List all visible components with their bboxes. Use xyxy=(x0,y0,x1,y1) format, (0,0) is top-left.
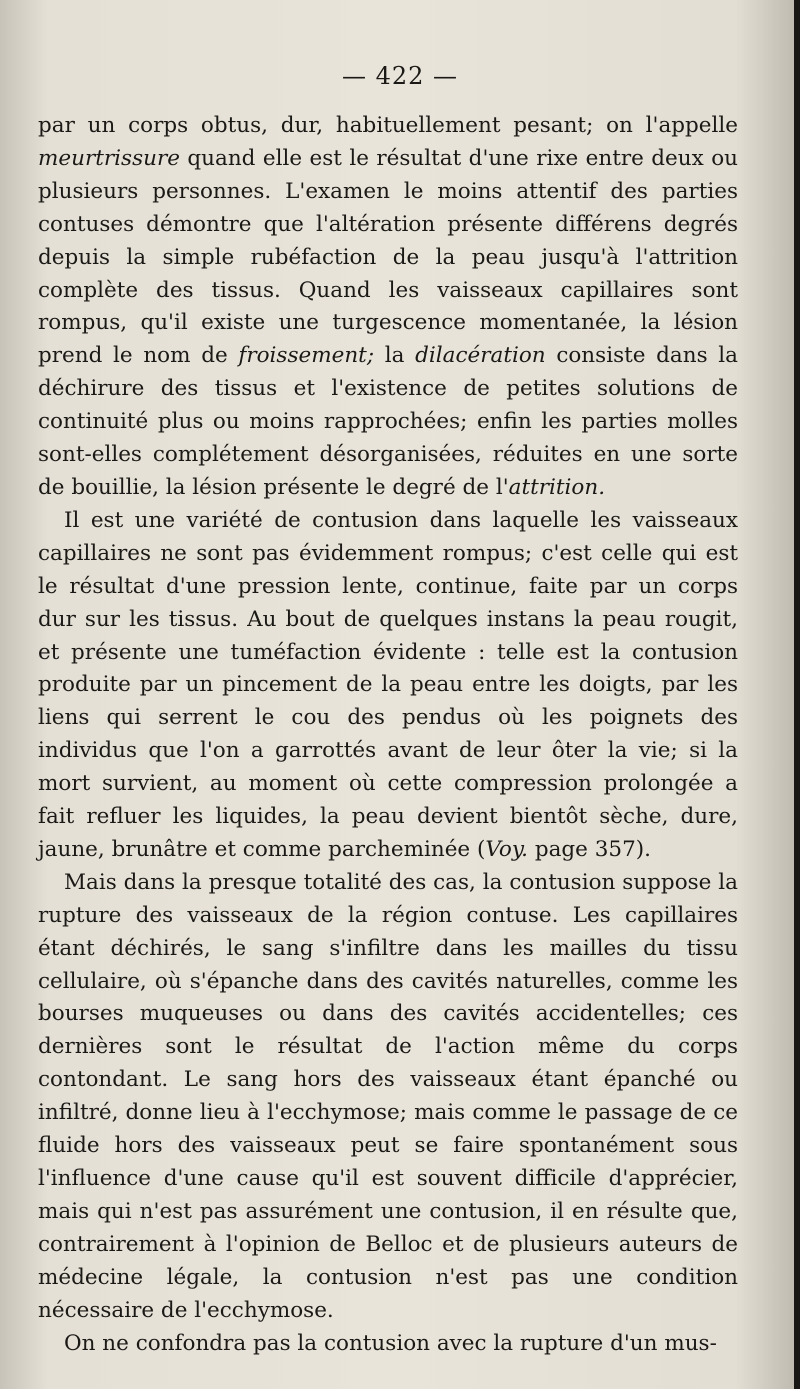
paragraph-2 xyxy=(38,505,738,867)
paragraph-1 xyxy=(38,110,738,505)
italic-term-voy: Voy. xyxy=(485,836,528,862)
text-segment: On ne confondra pas la contusion avec la rupture d'un mus- xyxy=(64,1330,717,1356)
paragraph-3 xyxy=(38,867,738,1328)
page-number: — 422 — xyxy=(341,62,459,90)
text-segment: Il est une variété de contusion dans laquelle les vaisseaux capillaires ne sont pas évidemment rompus; c'est celle qui est le résultat d'une pression lente, continue, faite par un corps dur sur les tissus. Au bout de quelques instans la peau rougit, et présente une tuméfaction évidente : telle est la contusion produite par un pincement de la peau entre les doigts, par les liens qui serrent le cou des pendus où les poignets des individus que l'on a garrottés avant de leur ôter la vie; si la mort survient, au moment où cette compression prolongée a fait refluer les liquides, la peau devient bientôt sèche, dure, jaune, brunâtre et comme parcheminée ( xyxy=(38,507,738,862)
body-text xyxy=(38,110,738,1360)
italic-term-froissement: froissement; xyxy=(238,343,375,369)
italic-term-dilaceration: dilacération xyxy=(415,343,546,369)
text-segment: Mais dans la presque totalité des cas, la contusion suppose la rupture des vaisseaux de la région contuse. Les capillaires étant déchirés, le sang s'infiltre dans les mailles du tissu cellulaire, où s'épanche dans des cavités naturelles, comme les bourses muqueuses ou dans des cavités accidentelles; ces dernières sont le résultat de l'action même du corps contondant. Le sang hors des vaisseaux étant épanché ou infiltré, donne lieu à l'ecchymose; mais comme le passage de ce fluide hors des vaisseaux peut se faire spontanément sous l'influence d'une cause qu'il est souvent difficile d'apprécier, mais qui n'est pas assurément une contusion, il en résulte que, contrairement à l'opinion de Belloc et de plusieurs auteurs de médecine légale, la contusion n'est pas une condition nécessaire de l'ecchymose. xyxy=(38,869,738,1323)
italic-term-attrition: attrition. xyxy=(508,474,606,500)
italic-term-meurtrissure: meurtrissure xyxy=(38,145,180,171)
page-edge-shadow xyxy=(794,0,800,1389)
text-segment: par un corps obtus, dur, habituellement pesant; on l'appelle xyxy=(38,113,738,138)
text-segment: page 357). xyxy=(528,836,651,862)
paragraph-4 xyxy=(38,1328,738,1361)
text-segment: la xyxy=(374,343,416,369)
text-segment: consiste dans la déchirure des tissus et l'existence de petites solutions de continuité plus ou moins rapprochées; enfin les parties molles sont-elles complétement désorganisées, réduites en une sorte de bouillie, la lésion présente le degré de l' xyxy=(38,343,738,500)
text-segment: quand elle est le résultat d'une rixe entre deux ou plusieurs personnes. L'examen le moins attentif des parties contuses démontre que l'altération présente différens degrés depuis la simple rubéfaction de la peau jusqu'à l'attrition complète des tissus. Quand les vaisseaux capillaires sont rompus, qu'il existe une turgescence momentanée, la lésion prend le nom de xyxy=(38,145,738,369)
